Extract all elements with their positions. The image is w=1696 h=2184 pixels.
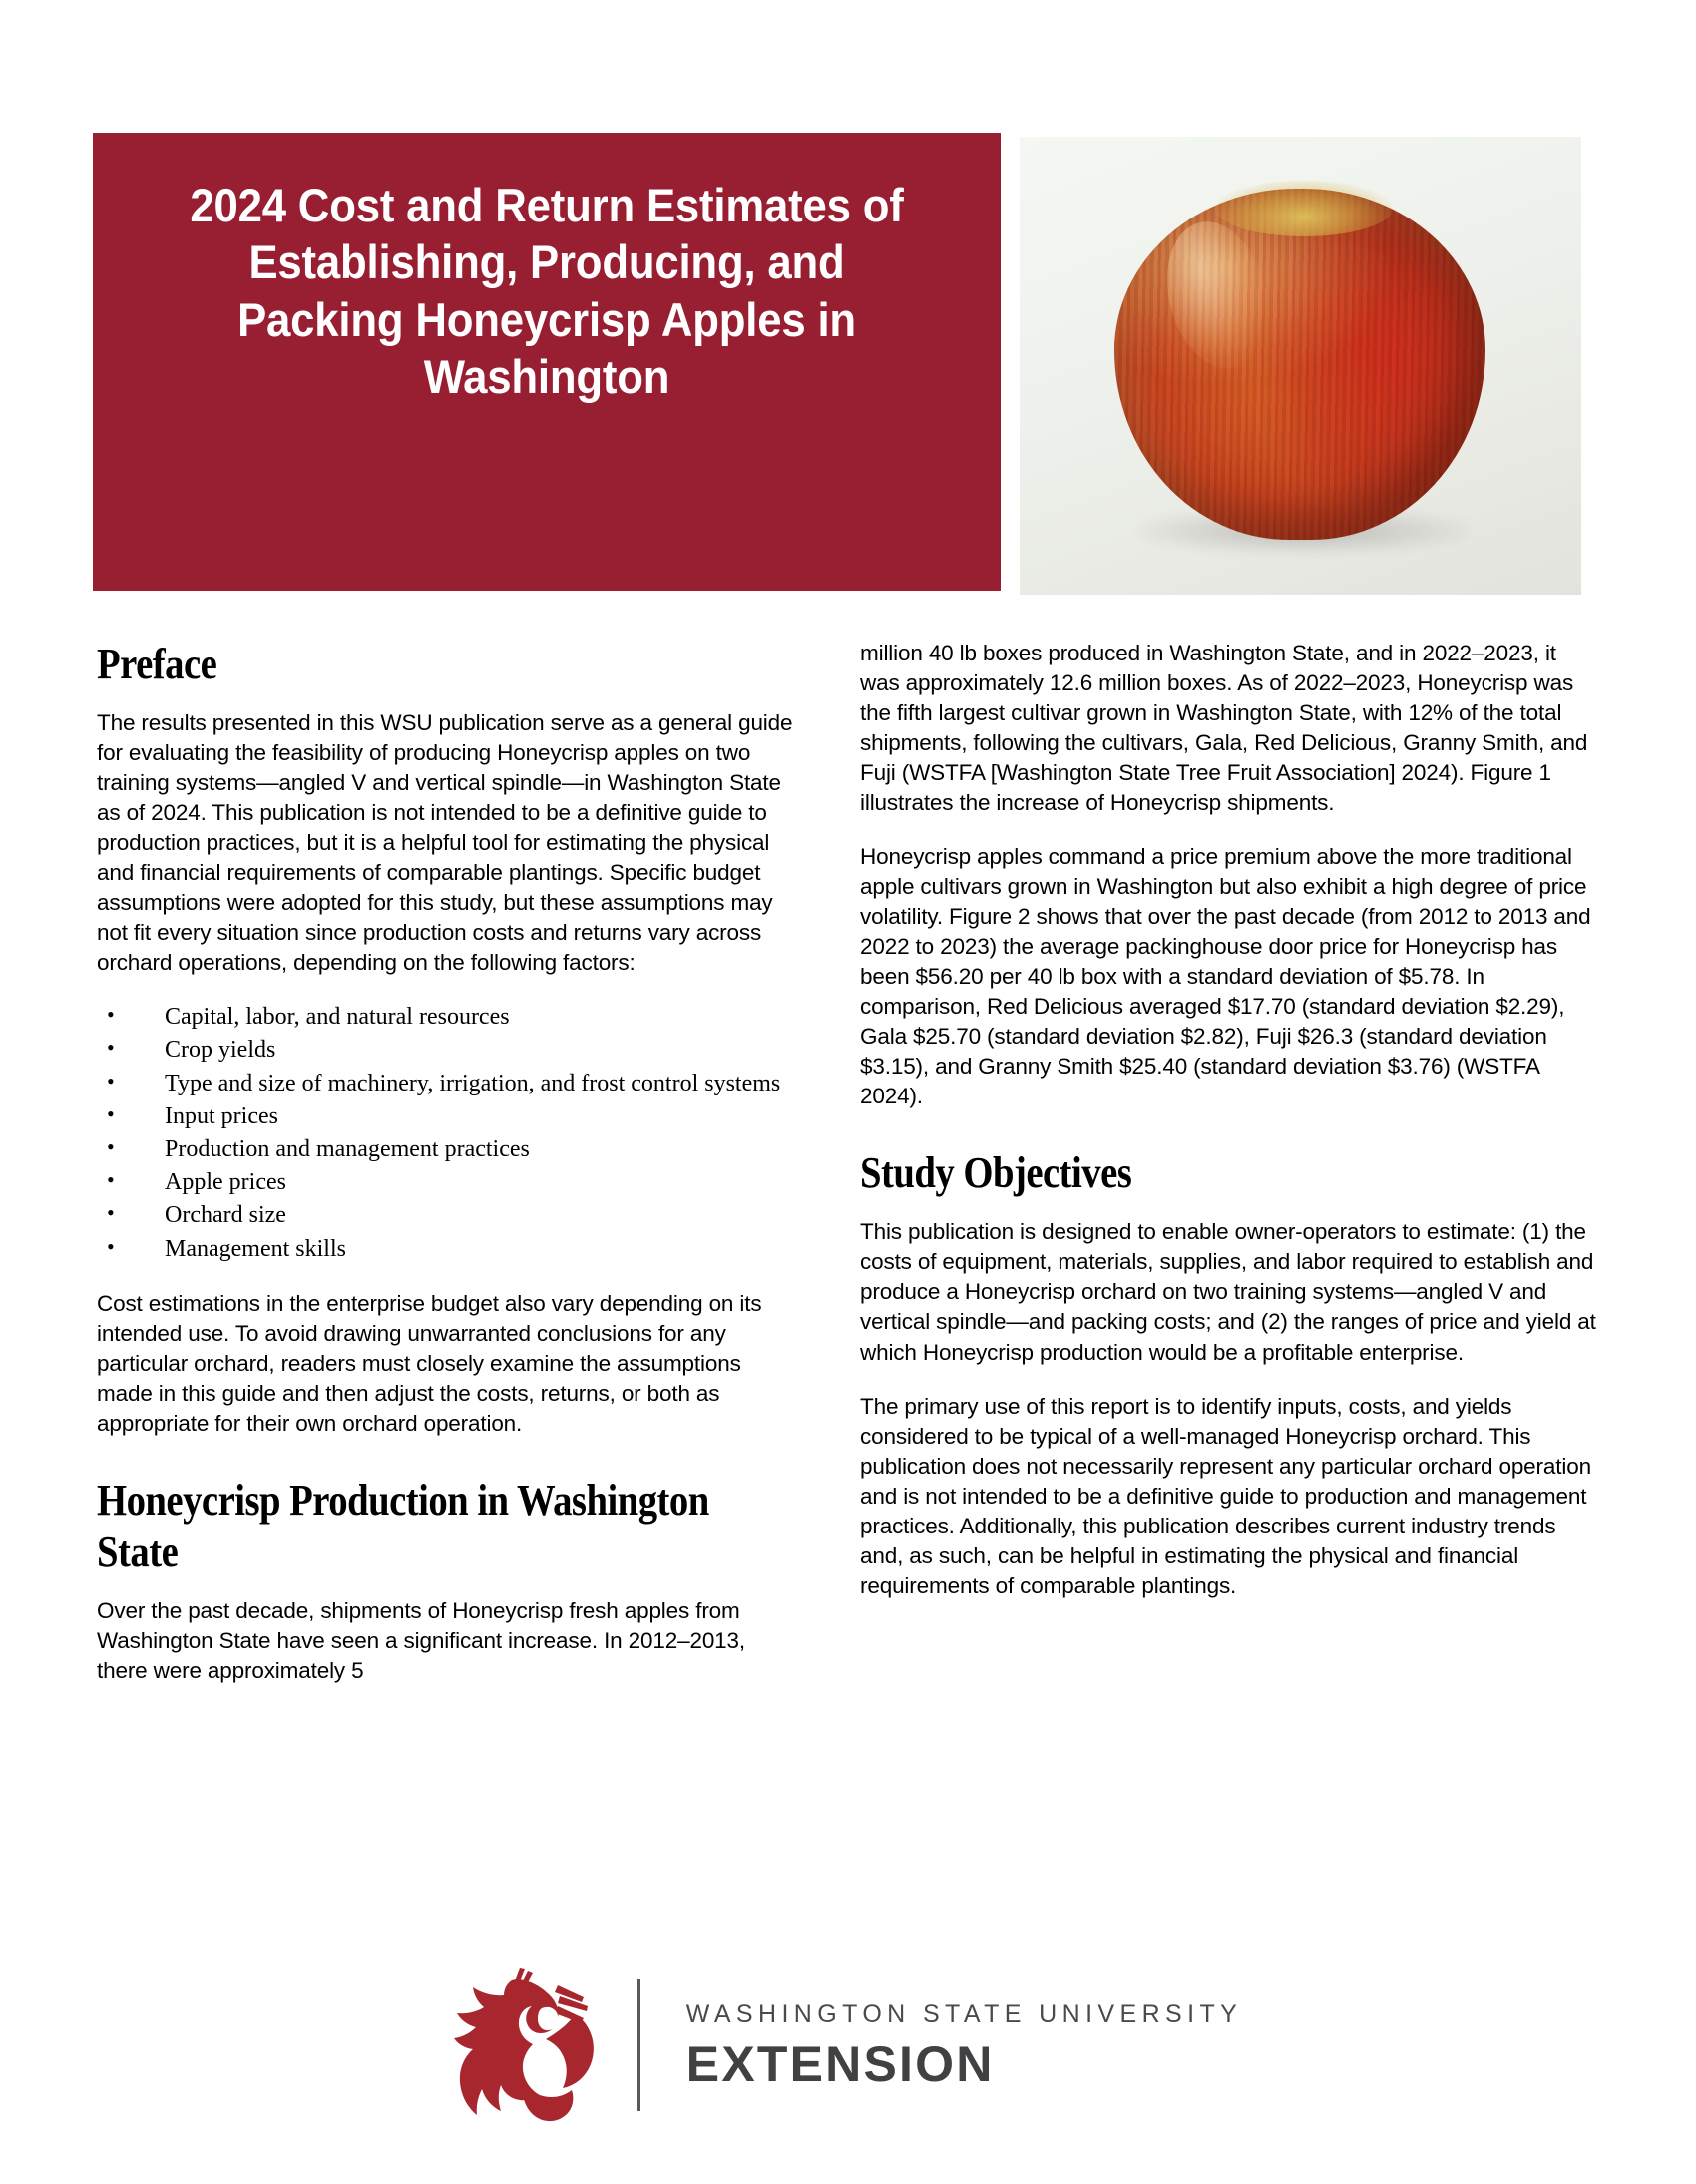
- list-item: • Production and management practices: [97, 1134, 795, 1165]
- wsu-cougar-head-icon: [454, 1966, 604, 2125]
- paragraph-price-premium: Honeycrisp apples command a price premium above the more traditional apple cultivars grown in Washington but also exhibit a high degree of price volatility. Figure 2 shows that over the past decade (from 2012 to 2013 and 2022 to 2023) the average packinghouse door price for Honeycrisp has been $56.20 per 40 lb box with a standard deviation of $5.78. In comparison, Red Delicious averaged $17.70 (standard deviation $2.29), Gala $25.70 (standard deviation $2.82), Fuji $26.3 (standard deviation $3.15), and Granny Smith $25.40 (standard deviation $3.76) (WSTFA 2024).: [860, 844, 1591, 1109]
- paragraph-shipments: million 40 lb boxes produced in Washington State, and in 2022–2023, it was approximately 12.6 million boxes. As of 2022–2023, Honeycrisp was the fifth largest cultivar grown in Washington State, with 12% of the total shipments, following the cultivars, Gala, Red Delicious, Granny Smith, and Fuji (WSTFA [Washington State Tree Fruit Association] 2024). Figure 1 illustrates the increase of Honeycrisp shipments.: [860, 641, 1588, 816]
- list-item: • Crop yields: [97, 1035, 795, 1066]
- wordmark-extension-line: EXTENSION: [685, 2035, 995, 2092]
- title-banner: [93, 133, 1001, 591]
- list-item: • Apple prices: [97, 1167, 795, 1198]
- list-item: • Type and size of machinery, irrigation, and frost control systems: [97, 1069, 795, 1099]
- right-column: [860, 639, 1600, 1625]
- honeycrisp-apple-photo: [1020, 137, 1581, 595]
- paragraph-cost-estimations: Cost estimations in the enterprise budget also vary depending on its intended use. To avoid drawing unwarranted conclusions for any particular orchard, readers must closely examine the assumptions made in this guide and then adjust the costs, returns, or both as appropriate for their own orchard operation.: [97, 1290, 762, 1436]
- apple-crown: [1215, 181, 1393, 236]
- document-header: [0, 0, 1696, 599]
- paragraph-production: Over the past decade, shipments of Honeycrisp fresh apples from Washington State have seen a significant increase. In 2012–2013, there were approximately 5: [97, 1597, 746, 1683]
- heading-preface: Preface: [97, 640, 217, 688]
- left-column: [97, 639, 795, 1710]
- paragraph-primary-use: The primary use of this report is to identify inputs, costs, and yields considered to be typical of a well-managed Honeycrisp orchard. This publication does not necessarily represent any particular orchard operation and is not intended to be a definitive guide to production and management practices. Additionally, this publication describes current industry trends and, as such, can be helpful in estimating the physical and financial requirements of comparable plantings.: [860, 1393, 1591, 1598]
- page-title: 2024 Cost and Return Estimates of Establishing, Producing, and Packing Honeycrisp Apples in Washington: [190, 179, 904, 403]
- logo-divider: [637, 1979, 640, 2111]
- heading-study-objectives: Study Objectives: [860, 1148, 1132, 1198]
- wsu-extension-logo: [0, 1951, 1696, 2140]
- factors-list: [97, 1002, 795, 1265]
- list-item: • Orchard size: [97, 1200, 795, 1231]
- paragraph-objectives: This publication is designed to enable owner-operators to estimate: (1) the costs of equipment, materials, supplies, and labor required to establish and produce a Honeycrisp orchard on two training systems—angled V and vertical spindle—and packing costs; and (2) the ranges of price and yield at which Honeycrisp production would be a profitable enterprise.: [860, 1219, 1596, 1365]
- apple-stripes: [1114, 189, 1485, 540]
- wsu-wordmark: [685, 1999, 1243, 2092]
- paragraph-preface: The results presented in this WSU publication serve as a general guide for evaluating the feasibility of producing Honeycrisp apples on two training systems—angled V and vertical spindle—in Washington State as of 2024. This publication is not intended to be a definitive guide to production practices, but it is a helpful tool for estimating the physical and financial requirements of comparable plantings. Specific budget assumptions were adopted for this study, but these assumptions may not fit every situation since production costs and returns vary across orchard operations, depending on the following factors:: [97, 709, 793, 976]
- wordmark-university-line: WASHINGTON STATE UNIVERSITY: [685, 1999, 1243, 2028]
- list-item: • Management skills: [97, 1234, 795, 1265]
- list-item: • Capital, labor, and natural resources: [97, 1002, 795, 1033]
- list-item: • Input prices: [97, 1101, 795, 1132]
- heading-honeycrisp-production: Honeycrisp Production in Washington State: [97, 1475, 709, 1576]
